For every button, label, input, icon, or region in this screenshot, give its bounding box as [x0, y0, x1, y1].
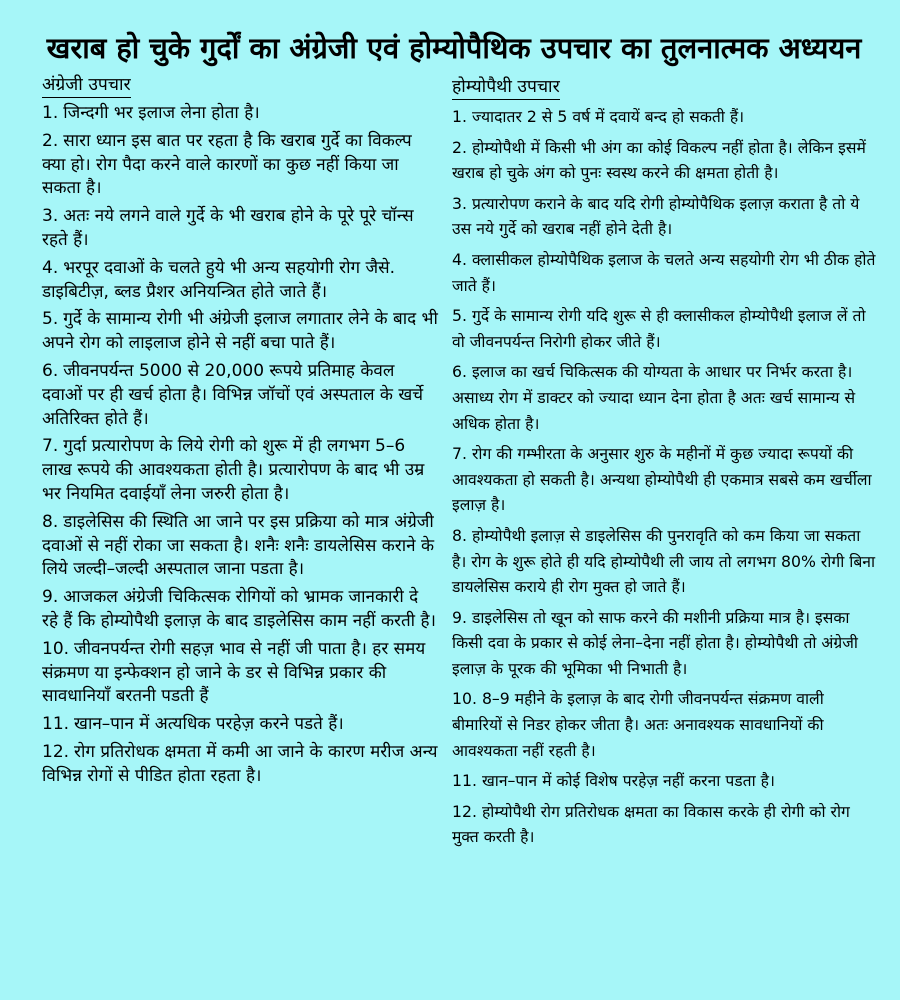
item-text: रोग प्रतिरोधक क्षमता में कमी आ जाने के कारण मरीज अन्य विभिन्न रोगों से पीडित होता रहता है। [42, 741, 438, 786]
item-number: 6. [452, 362, 467, 382]
homeopathic-item [452, 523, 878, 600]
item-text: प्रत्यारोपण कराने के बाद यदि रोगी होम्योपैथिक इलाज़ कराता है तो ये उस नये गुर्दे को खराब नहीं होने देती है। [452, 193, 860, 239]
allopathic-item [30, 741, 438, 789]
item-number: 6. [42, 360, 59, 381]
item-text: आजकल अंग्रेजी चिकित्सक रोगियों को भ्रामक जानकारी दे रहे हैं कि होम्योपैथी इलाज़ के बाद डाइलेसिस काम नहीं करती है। [42, 587, 436, 631]
item-number: 8. [42, 511, 59, 532]
item-text: ज्यादातर 2 से 5 वर्ष में दवायें बन्द हो सकती हैं। [471, 107, 745, 126]
page-title: खराब हो चुके गुर्दों का अंग्रेजी एवं होम्योपैथिक उपचार का तुलनात्मक अध्ययन [46, 31, 862, 65]
item-number: 1. [452, 107, 467, 126]
homeopathic-item [452, 686, 878, 763]
item-number: 7. [452, 444, 467, 464]
homeopathic-item [452, 799, 878, 850]
item-text: गुर्दा प्रत्यारोपण के लिये रोगी को शुरू में ही लगभग 5–6 लाख रूपये की आवश्यकता होती है। प्रत्यारोपण के बाद भी उम्र भर नियमित दवाईयॉं लेना जरुरी होता है। [42, 436, 425, 504]
item-number: 12. [42, 741, 70, 762]
item-text: होम्योपैथी रोग प्रतिरोधक क्षमता का विकास करके ही रोगी को रोग मुक्त करती है। [452, 801, 850, 847]
item-text: सारा ध्यान इस बात पर रहता है कि खराब गुर्दे का विकल्प क्या हो। रोग पैदा करने वाले कारणों का कुछ नहीं किया जा सकता है। [42, 130, 412, 199]
item-number: 3. [42, 206, 59, 227]
item-text: इलाज का खर्च चिकित्सक की योग्यता के आधार पर निर्भर करता है। असाध्य रोग में डाक्टर को ज्यादा ध्यान देना होता है अतः खर्च सामान्य से अधिक होता है। [452, 362, 856, 433]
allopathic-item [30, 308, 438, 356]
allopathic-heading: अंग्रेजी उपचार [42, 74, 131, 98]
item-number: 5. [42, 309, 59, 330]
item-text: 8–9 महीने के इलाज़ के बाद रोगी जीवनपर्यन्त संक्रमण वाली बीमारियों से निडर होकर जीता है। अतः अनावश्यक सावधानियों की आवश्यकता नहीं रहती है। [452, 689, 824, 760]
comparison-columns [30, 74, 878, 855]
item-number: 2. [42, 130, 59, 151]
homeopathic-heading: होम्योपैथी उपचार [452, 76, 560, 100]
allopathic-item [30, 511, 438, 582]
item-text: होम्योपैथी में किसी भी अंग का कोई विकल्प नहीं होता है। लेकिन इसमें खराब हो चुके अंग को पुनः स्वस्थ करने की क्षमता होती है। [452, 137, 866, 183]
item-number: 10. [42, 638, 70, 659]
allopathic-item [30, 713, 438, 737]
item-number: 11. [452, 771, 477, 791]
allopathic-item [30, 435, 438, 506]
allopathic-item [30, 360, 438, 431]
item-text: गुर्दे के सामान्य रोगी भी अंग्रेजी इलाज लगातार लेने के बाद भी अपने रोग को लाइलाज होने से नहीं बचा पाते हैं। [42, 309, 438, 354]
homeopathic-item [452, 135, 878, 186]
homeopathic-column [452, 74, 878, 855]
item-text: खान–पान में कोई विशेष परहेज़ नहीं करना पडता है। [481, 771, 775, 791]
homeopathic-list [452, 104, 878, 850]
allopathic-column [30, 74, 438, 855]
item-number: 1. [42, 103, 59, 123]
item-number: 7. [42, 436, 59, 457]
item-number: 12. [452, 801, 477, 821]
item-text: होम्योपैथी इलाज़ से डाइलेसिस की पुनरावृति को कम किया जा सकता है। रोग के शुरू होते ही यदि होम्योपैथी ली जाय तो लगभग 80% रोगी बिना डायलेसिस कराये ही रोग मुक्त हो जाते हैं। [452, 525, 876, 597]
allopathic-item [30, 205, 438, 253]
homeopathic-item [452, 359, 878, 436]
item-text: गुर्दे के सामान्य रोगी यदि शुरू से ही क्लासीकल होम्योपैथी इलाज लें तो वो जीवनपर्यन्त निरोगी होकर जीते हैं। [452, 306, 866, 351]
item-number: 10. [452, 689, 477, 709]
item-text: डाइलेसिस तो खून को साफ करने की मशीनी प्रक्रिया मात्र है। इसका किसी दवा के प्रकार से कोई लेना–देना नहीं होता है। होम्योपैथी तो अंग्रेजी इलाज़ के पूरक की भूमिका भी निभाती है। [452, 607, 858, 678]
item-text: डाइलेसिस की स्थिति आ जाने पर इस प्रक्रिया को मात्र अंग्रेजी दवाओं से नहीं रोका जा सकता है। शनैः शनैः डायलेसिस कराने के लिये जल्दी–जल्दी अस्पताल जाना पडता है। [42, 511, 435, 580]
item-number: 3. [452, 193, 467, 213]
item-number: 4. [42, 257, 59, 278]
allopathic-item [30, 130, 438, 201]
item-number: 11. [42, 714, 70, 735]
item-text: खान–पान में अत्यधिक परहेज़ करने पडते हैं। [74, 714, 344, 735]
item-text: भरपूर दवाओं के चलते हुये भी अन्य सहयोगी रोग जैसे. डाइबिटीज़, ब्लड प्रैशर अनियन्त्रित होते जाते हैं। [42, 257, 396, 302]
item-text: रोग की गम्भीरता के अनुसार शुरु के महीनों में कुछ ज्यादा रूपयों की आवश्यकता हो सकती है। अन्यथा होम्योपैथी ही एकमात्र सबसे कम खर्चीला इलाज़ है। [452, 444, 872, 515]
homeopathic-item [452, 605, 878, 682]
item-number: 5. [452, 306, 467, 326]
item-number: 9. [42, 587, 59, 608]
homeopathic-item [452, 104, 878, 130]
item-number: 8. [452, 525, 467, 545]
item-text: जिन्दगी भर इलाज लेना होता है। [63, 103, 260, 123]
item-number: 9. [452, 607, 467, 627]
allopathic-item [30, 102, 438, 126]
item-number: 2. [452, 137, 467, 157]
item-text: क्लासीकल होम्योपैथिक इलाज के चलते अन्य सहयोगी रोग भी ठीक होते जाते हैं। [452, 249, 876, 295]
allopathic-item [30, 257, 438, 305]
allopathic-list [30, 102, 438, 789]
homeopathic-item [452, 247, 878, 298]
allopathic-item [30, 586, 438, 634]
item-text: अतः नये लगने वाले गुर्दे के भी खराब होने के पूरे पूरे चॉन्स रहते हैं। [42, 206, 414, 250]
item-text: जीवनपर्यन्त 5000 से 20,000 रूपये प्रतिमाह केवल दवाओं पर ही खर्च होता है। विभिन्न जॉचों एवं अस्पताल के खर्चे अतिरिक्त होते हैं। [42, 360, 424, 429]
item-number: 4. [452, 249, 467, 269]
homeopathic-item [452, 191, 878, 242]
homeopathic-item [452, 768, 878, 794]
item-text: जीवनपर्यन्त रोगी सहज़ भाव से नहीं जी पाता है। हर समय संक्रमण या इन्फेक्शन हो जाने के डर से विभिन्न प्रकार की सावधानियॉं बरतनी पडती हैं [42, 638, 426, 707]
homeopathic-item [452, 441, 878, 518]
homeopathic-item [452, 303, 878, 354]
allopathic-item [30, 638, 438, 709]
